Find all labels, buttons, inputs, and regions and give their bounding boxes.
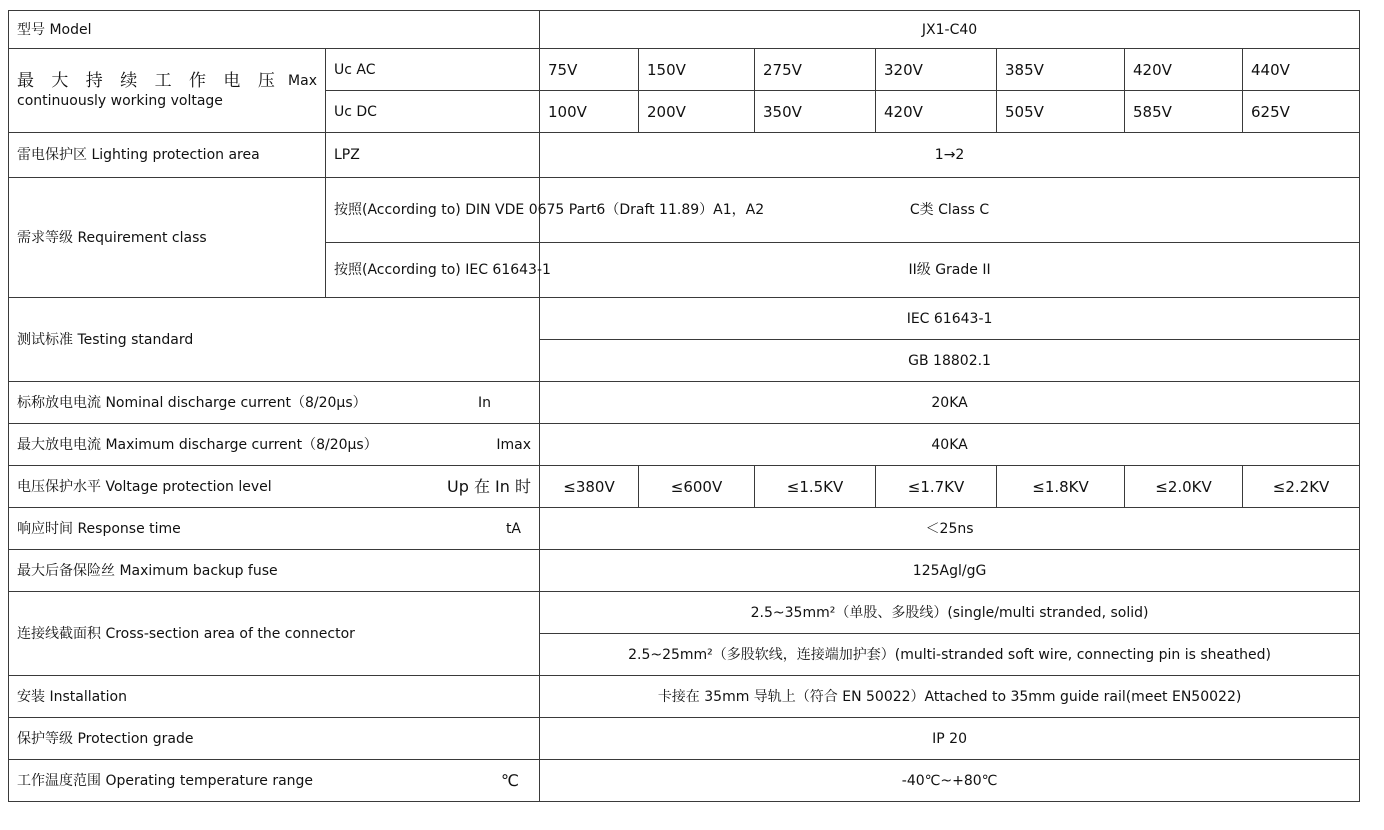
row-model [9,11,1360,49]
uc-ac-value: 440V [1243,49,1360,91]
cross-label: 连接线截面积 Cross-section area of the connector [9,592,540,676]
installation-label: 安装 Installation [9,676,540,718]
uc-dc-value: 200V [639,91,755,133]
temperature-label-text: 工作温度范围 Operating temperature range [17,772,314,789]
nominal-value: 20KA [540,382,1360,424]
uc-ac-label: Uc AC [326,49,540,91]
max-voltage-label [9,49,326,133]
fuse-value: 125Agl/gG [540,550,1360,592]
uc-dc-value: 350V [755,91,876,133]
lightning-label: 雷电保护区 Lighting protection area [9,133,326,178]
nominal-label [9,382,540,424]
uc-ac-value: 385V [997,49,1125,91]
protection-label: 保护等级 Protection grade [9,718,540,760]
row-maximum [9,424,1360,466]
maximum-value: 40KA [540,424,1360,466]
max-voltage-label-en2: continuously working voltage [17,92,223,109]
vpl-value: ≤1.8KV [997,466,1125,508]
row-vpl [9,466,1360,508]
maximum-label-text: 最大放电电流 Maximum discharge current（8/20μs） [17,436,378,453]
uc-dc-value: 420V [876,91,997,133]
vpl-value: ≤2.0KV [1125,466,1243,508]
class-c-value: C类 Class C [540,178,1360,243]
uc-ac-value: 150V [639,49,755,91]
row-nominal [9,382,1360,424]
temperature-label [9,760,540,802]
testing-value: IEC 61643-1 [540,298,1360,340]
vpl-value: ≤1.7KV [876,466,997,508]
response-label [9,508,540,550]
uc-dc-label: Uc DC [326,91,540,133]
spec-table [8,10,1360,802]
temperature-unit: ℃ [501,770,520,790]
lightning-value: 1→2 [540,133,1360,178]
uc-dc-value: 585V [1125,91,1243,133]
nominal-label-text: 标称放电电流 Nominal discharge current（8/20μs） [17,394,367,411]
row-testing-1 [9,298,1360,340]
row-requirement-din [9,178,1360,243]
din-standard-label: 按照(According to) DIN VDE 0675 Part6（Draft 11.89）A1，A2 [326,178,540,243]
uc-dc-value: 100V [540,91,639,133]
maximum-label [9,424,540,466]
response-symbol: tA [505,520,522,537]
testing-label: 测试标准 Testing standard [9,298,540,382]
max-voltage-label-zh: 最 大 持 续 工 作 电 压 [17,70,281,91]
requirement-label: 需求等级 Requirement class [9,178,326,298]
uc-ac-value: 75V [540,49,639,91]
uc-dc-value: 625V [1243,91,1360,133]
vpl-value: ≤1.5KV [755,466,876,508]
response-label-text: 响应时间 Response time [17,520,181,537]
uc-ac-value: 420V [1125,49,1243,91]
maximum-symbol: Imax [496,436,532,453]
cross-value: 2.5~35mm²（单股、多股线）(single/multi stranded, solid) [540,592,1360,634]
vpl-value: ≤380V [540,466,639,508]
nominal-symbol: In [478,394,492,411]
row-cross-1 [9,592,1360,634]
model-value: JX1-C40 [540,11,1360,49]
row-installation [9,676,1360,718]
grade-ii-value: II级 Grade II [540,243,1360,298]
lpz-label: LPZ [326,133,540,178]
installation-value: 卡接在 35mm 导轨上（符合 EN 50022）Attached to 35mm guide rail(meet EN50022) [540,676,1360,718]
row-response [9,508,1360,550]
vpl-symbol: Up 在 In 时 [447,476,532,496]
vpl-label [9,466,540,508]
row-lightning [9,133,1360,178]
protection-value: IP 20 [540,718,1360,760]
uc-ac-value: 275V [755,49,876,91]
vpl-label-text: 电压保护水平 Voltage protection level [17,478,272,495]
row-uc-ac [9,49,1360,91]
uc-ac-value: 320V [876,49,997,91]
row-fuse [9,550,1360,592]
vpl-value: ≤600V [639,466,755,508]
row-temperature [9,760,1360,802]
temperature-value: -40℃~+80℃ [540,760,1360,802]
response-value: ＜25ns [540,508,1360,550]
iec-standard-label: 按照(According to) IEC 61643-1 [326,243,540,298]
uc-dc-value: 505V [997,91,1125,133]
max-voltage-label-en1: Max [288,72,317,89]
model-label: 型号 Model [9,11,540,49]
vpl-value: ≤2.2KV [1243,466,1360,508]
testing-value: GB 18802.1 [540,340,1360,382]
fuse-label: 最大后备保险丝 Maximum backup fuse [9,550,540,592]
cross-value: 2.5~25mm²（多股软线，连接端加护套）(multi-stranded soft wire, connecting pin is sheathed) [540,634,1360,676]
row-protection [9,718,1360,760]
